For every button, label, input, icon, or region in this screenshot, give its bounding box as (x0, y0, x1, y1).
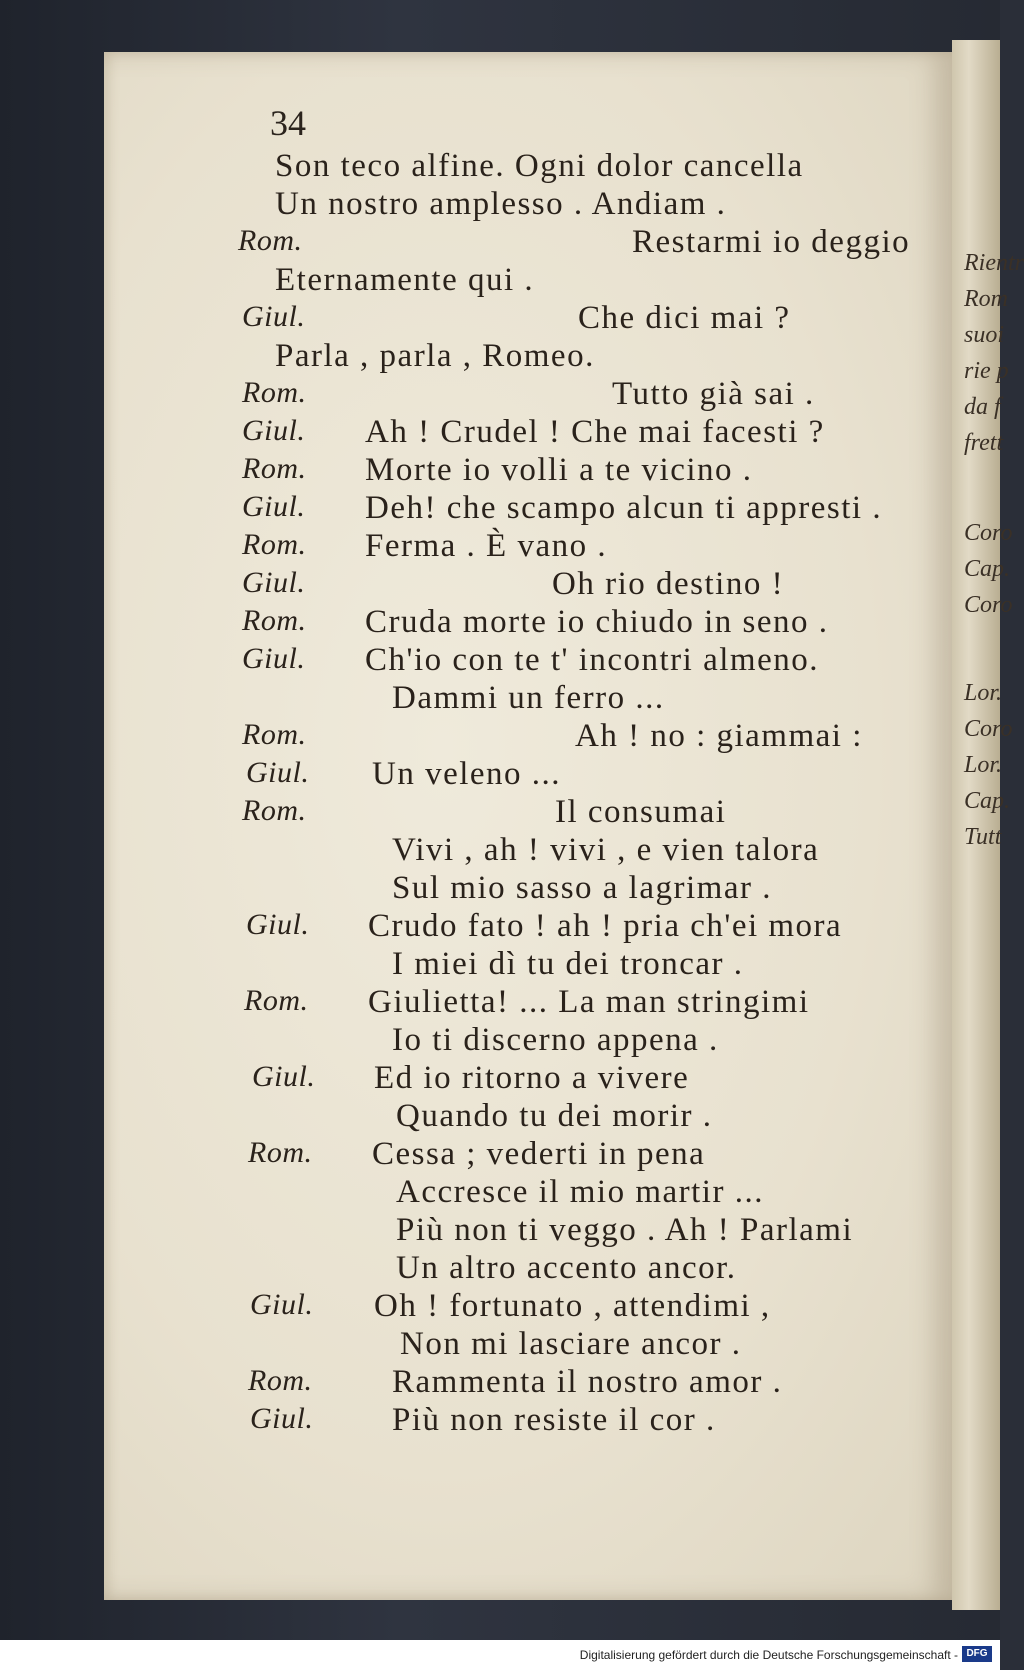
footer-credit: Digitalisierung gefördert durch die Deutsche Forschungsgemeinschaft - (579, 1648, 958, 1662)
verse-line: Che dici mai ? (578, 300, 791, 336)
adjacent-fragment: da f (964, 394, 1001, 420)
verse-line: Dammi un ferro ... (392, 680, 665, 716)
verse-line: I miei dì tu dei troncar . (392, 946, 744, 982)
verse-line: Un nostro amplesso . Andiam . (275, 186, 727, 222)
adjacent-fragment: Coro (964, 592, 1013, 618)
verse-line: Un veleno ... (372, 756, 562, 792)
adjacent-fragment: Rientr (964, 250, 1024, 276)
verse-line: Son teco alfine. Ogni dolor cancella (275, 148, 804, 184)
speaker-label: Giul. (252, 1060, 316, 1093)
verse-line: Vivi , ah ! vivi , e vien talora (392, 832, 820, 868)
speaker-label: Rom. (248, 1364, 313, 1397)
verse-line: Giulietta! ... La man stringimi (368, 984, 810, 1020)
verse-line: Restarmi io deggio (632, 224, 911, 260)
speaker-label: Giul. (242, 490, 306, 523)
speaker-label: Giul. (242, 642, 306, 675)
verse-line: Tutto già sai . (612, 376, 815, 412)
verse-line: Accresce il mio martir ... (396, 1174, 764, 1210)
adjacent-fragment: Cap. (964, 556, 1011, 582)
speaker-label: Rom. (248, 1136, 313, 1169)
verse-line: Sul mio sasso a lagrimar . (392, 870, 772, 906)
verse-line: Ah ! no : giammai : (575, 718, 863, 754)
verse-line: Ah ! Crudel ! Che mai facesti ? (365, 414, 825, 450)
adjacent-fragment: Coro (964, 716, 1013, 742)
adjacent-fragment: Cap. (964, 788, 1011, 814)
speaker-label: Giul. (250, 1402, 314, 1435)
verse-line: Più non ti veggo . Ah ! Parlami (396, 1212, 854, 1248)
digitization-footer (0, 1640, 1000, 1670)
verse-line: Parla , parla , Romeo. (275, 338, 595, 374)
speaker-label: Rom. (238, 224, 303, 257)
verse-line: Rammenta il nostro amor . (392, 1364, 783, 1400)
verse-line: Cruda morte io chiudo in seno . (365, 604, 829, 640)
verse-line: Io ti discerno appena . (392, 1022, 719, 1058)
verse-line: Un altro accento ancor. (396, 1250, 737, 1286)
speaker-label: Rom. (242, 604, 307, 637)
adjacent-fragment: Lor. (964, 680, 1003, 706)
speaker-label: Giul. (250, 1288, 314, 1321)
adjacent-fragment: suoi (964, 322, 1005, 348)
adjacent-fragment: Tutt (964, 824, 1002, 850)
page-number: 34 (270, 103, 306, 143)
verse-line: Quando tu dei morir . (396, 1098, 713, 1134)
verse-line: Il consumai (555, 794, 727, 830)
speaker-label: Giul. (246, 908, 310, 941)
verse-line: Ed io ritorno a vivere (374, 1060, 690, 1096)
verse-line: Eternamente qui . (275, 262, 535, 298)
adjacent-fragment: Coro (964, 520, 1013, 546)
speaker-label: Rom. (242, 718, 307, 751)
adjacent-fragment: frett (964, 430, 1004, 456)
verse-line: Crudo fato ! ah ! pria ch'ei mora (368, 908, 843, 944)
verse-line: Oh rio destino ! (552, 566, 785, 602)
adjacent-fragment: Lor. (964, 752, 1003, 778)
speaker-label: Rom. (242, 528, 307, 561)
adjacent-fragment: rie p (964, 358, 1009, 384)
adjacent-page-edge (952, 40, 1024, 1610)
speaker-label: Rom. (242, 794, 307, 827)
speaker-label: Giul. (246, 756, 310, 789)
dfg-logo: DFG (962, 1646, 992, 1662)
verse-line: Morte io volli a te vicino . (365, 452, 753, 488)
speaker-label: Giul. (242, 414, 306, 447)
speaker-label: Rom. (242, 452, 307, 485)
verse-line: Cessa ; vederti in pena (372, 1136, 706, 1172)
speaker-label: Giul. (242, 300, 306, 333)
speaker-label: Rom. (244, 984, 309, 1017)
verse-line: Ferma . È vano . (365, 528, 608, 564)
speaker-label: Rom. (242, 376, 307, 409)
verse-line: Ch'io con te t' incontri almeno. (365, 642, 819, 678)
speaker-label: Giul. (242, 566, 306, 599)
verse-line: Oh ! fortunato , attendimi , (374, 1288, 771, 1324)
verse-line: Non mi lasciare ancor . (400, 1326, 742, 1362)
verse-line: Deh! che scampo alcun ti appresti . (365, 490, 883, 526)
adjacent-fragment: Rom (964, 286, 1008, 312)
verse-line: Più non resiste il cor . (392, 1402, 716, 1438)
